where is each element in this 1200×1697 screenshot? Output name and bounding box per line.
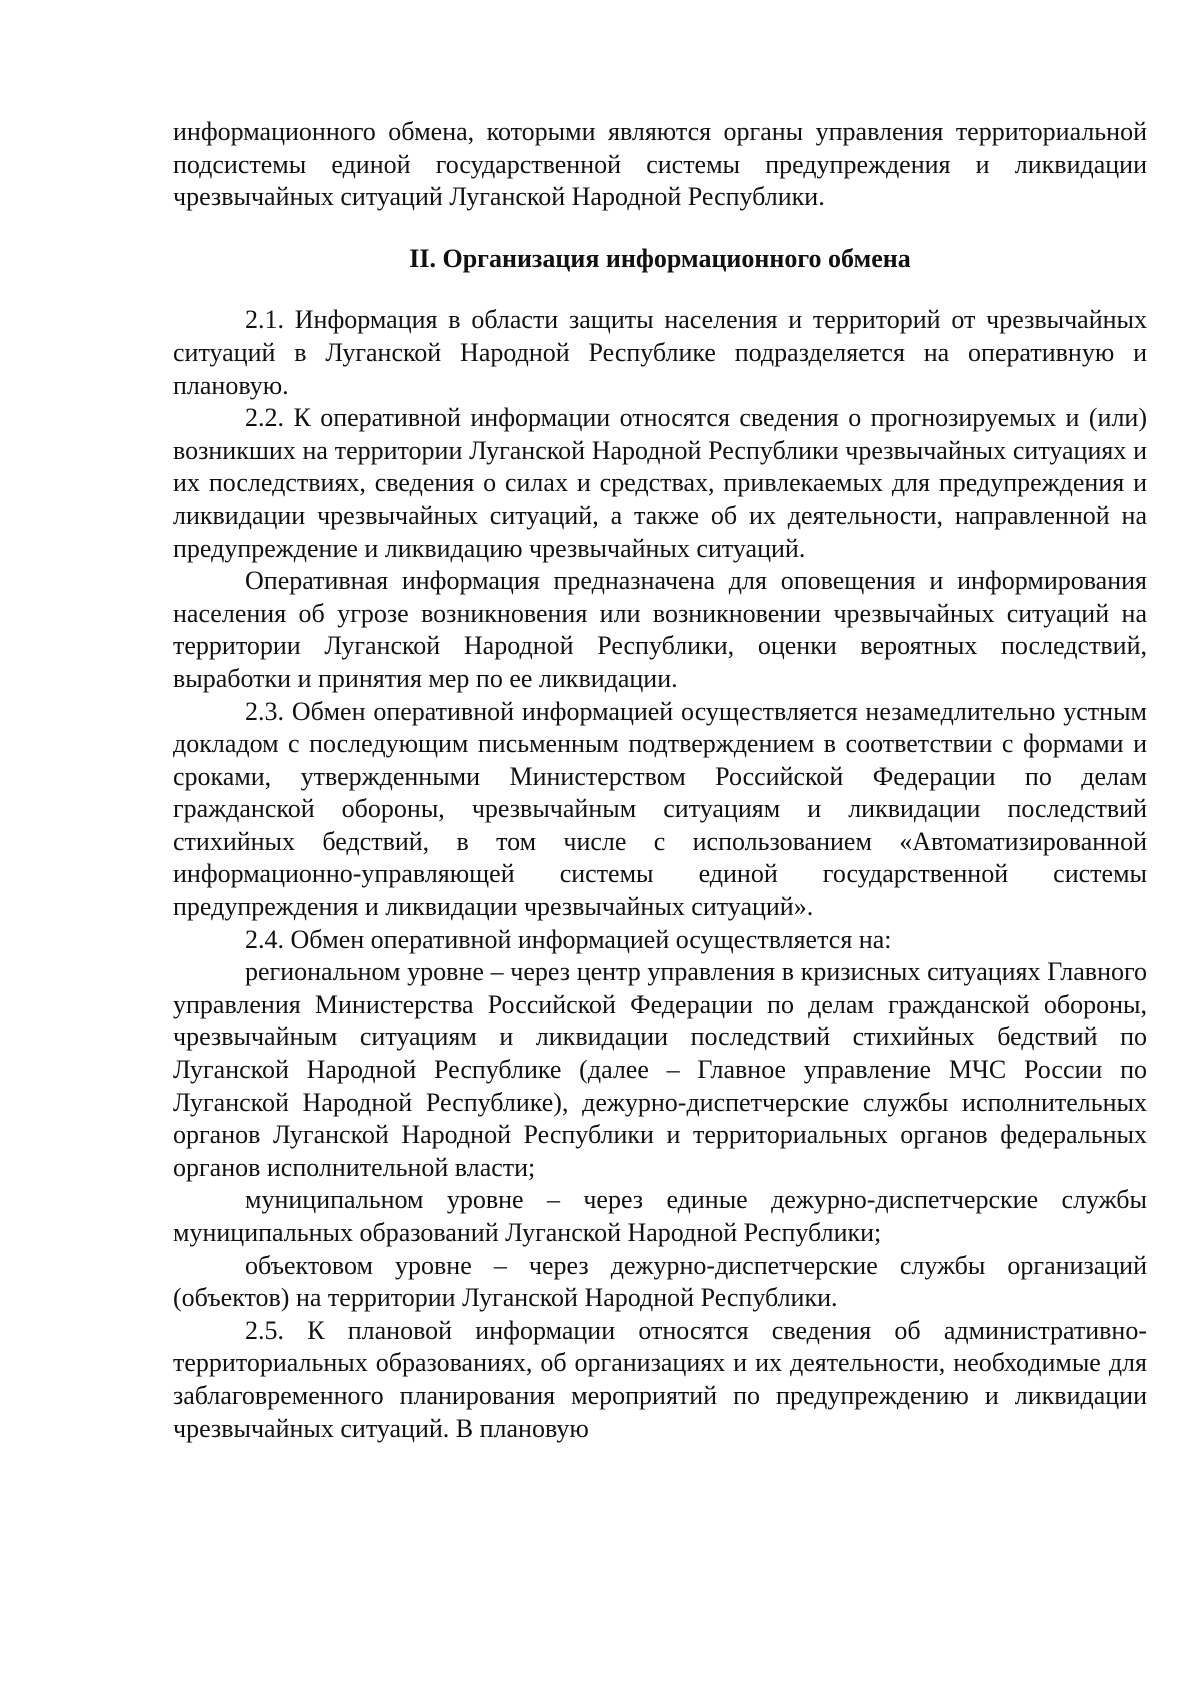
paragraph-operative-info: Оперативная информация предназначена для оповещения и информирования населения об угрозе возникновения или возникновении чрезвычайных ситуаций на территории Луганской Народной Республики, оценки вероятных последствий, выработки и принятия мер по ее ликвидации. [173,566,1147,693]
paragraph-2-2: 2.2. К оперативной информации относятся сведения о прогнозируемых и (или) возникших на территории Луганской Народной Республики чрезвычайных ситуациях и их последствиях, сведения о силах и средствах, привлекаемых для предупреждения и ликвидации чрезвычайных ситуаций, а также об их деятельности, направленной на предупреждение и ликвидацию чрезвычайных ситуаций. [173,403,1147,563]
intro-paragraph: информационного обмена, которыми являются органы управления территориальной подсистемы единой государственной системы предупреждения и ликвидации чрезвычайных ситуаций Луганской Народной Республики. [173,117,1147,212]
paragraph-municipal-level: муниципальном уровне – через единые дежурно-диспетчерские службы муниципальных образований Луганской Народной Республики; [173,1185,1147,1247]
document-page [173,116,1147,1445]
paragraph-regional-level: региональном уровне – через центр управления в кризисных ситуациях Главного управления Министерства Российской Федерации по делам гражданской обороны, чрезвычайным ситуациям и ликвидации последствий стихийных бедствий по Луганской Народной Республике (далее – Главное управление МЧС России по Луганской Народной Республике), дежурно-диспетчерские службы исполнительных органов Луганской Народной Республики и территориальных органов федеральных органов исполнительной власти; [173,957,1147,1182]
paragraph-2-3: 2.3. Обмен оперативной информацией осуществляется незамедлительно устным докладом с последующим письменным подтверждением в соответствии с формами и сроками, утвержденными Министерством Российской Федерации по делам гражданской обороны, чрезвычайным ситуациям и ликвидации последствий стихийных бедствий, в том числе с использованием «Автоматизированной информационно-управляющей системы единой государственной системы предупреждения и ликвидации чрезвычайных ситуаций». [173,696,1147,922]
paragraph-object-level: объектовом уровне – через дежурно-диспетчерские службы организаций (объектов) на территории Луганской Народной Республики. [173,1250,1147,1313]
paragraph-2-1: 2.1. Информация в области защиты населения и территорий от чрезвычайных ситуаций в Луганской Народной Республике подразделяется на оперативную и плановую. [173,305,1147,400]
paragraph-2-5: 2.5. К плановой информации относятся сведения об административно-территориальных образованиях, об организациях и их деятельности, необходимые для заблаговременного планирования мероприятий по предупреждению и ликвидации чрезвычайных ситуаций. В плановую [173,1315,1147,1443]
paragraph-2-4: 2.4. Обмен оперативной информацией осуществляется на: [245,924,892,954]
section-heading: II. Организация информационного обмена [409,243,911,273]
